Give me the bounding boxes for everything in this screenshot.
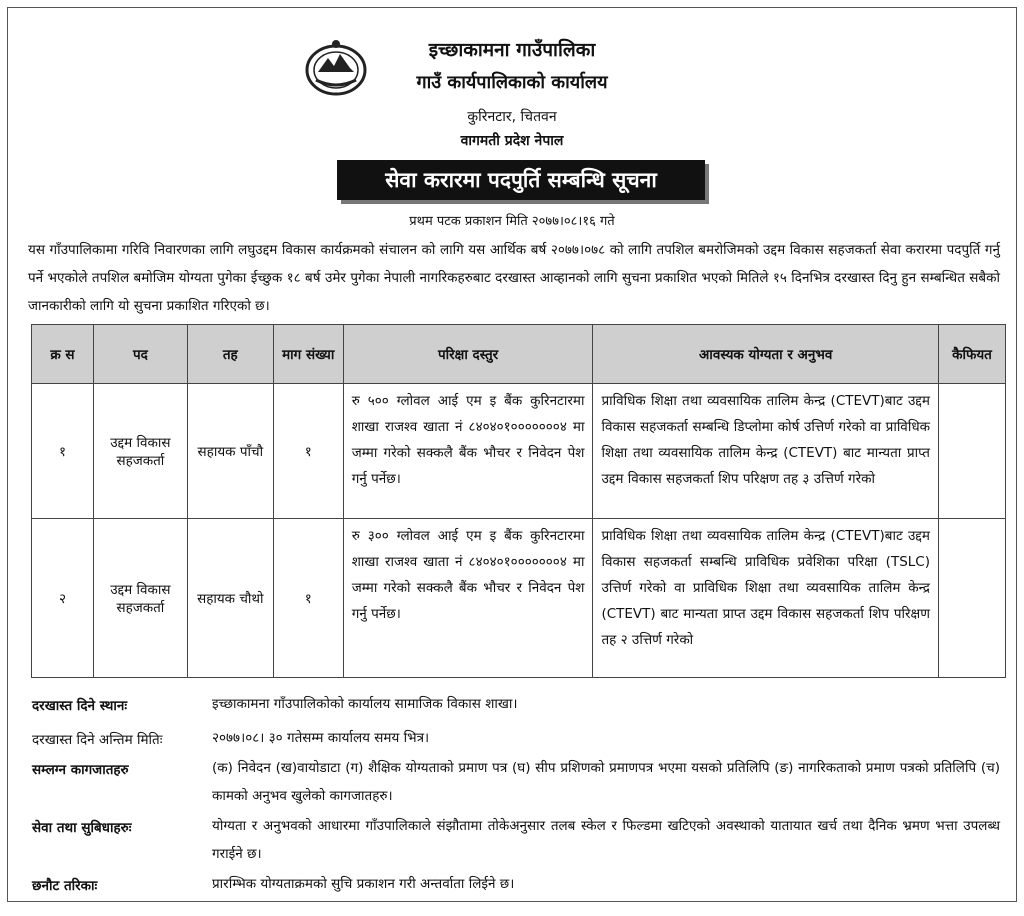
cell-sn: १ (32, 384, 94, 519)
cell-qualification: प्राविधिक शिक्षा तथा व्यवसायिक तालिम केन्द्र (CTEVT)बाट उद्दम विकास सहजकर्ता सम्बन्धि डिप्लोमा कोर्ष उत्तिर्ण गरेको वा प्राविधिक शिक्षा तथा व्यवसायिक तालिम केन्द्र (CTEVT) बाट मान्यता प्राप्त उद्दम विकास सहजकर्ता शिप परिक्षण तह ३ उत्तिर्ण गरेको (593, 384, 939, 519)
office-location: कुरिनटार, चितवन (467, 109, 557, 125)
col-header-fee: परिक्षा दस्तुर (343, 325, 593, 384)
col-header-qualification: आवस्यक योग्यता र अनुभव (593, 325, 939, 384)
selection-method-value: प्रारम्भिक योग्यताक्रमको सुचि प्रकाशन गरी अन्तर्वाता लिईने छ। (212, 876, 515, 892)
attached-documents-label: सम्लग्न कागजातहरु (32, 762, 129, 778)
cell-fee: रु ५०० ग्लोवल आई एम इ बैंक कुरिनटारमा शाखा राजश्व खाता नं ८४०४०१०००००००४ मा जम्मा गरेको सक्कलै बैंक भौचर र निवेदन पेश गर्नु पर्नेछ। (343, 384, 593, 519)
notice-title: सेवा करारमा पदपुर्ति सम्बन्धि सूचना (337, 160, 705, 200)
publication-date: प्रथम पटक प्रकाशन मिति २०७७।०८।१६ गते (409, 214, 615, 229)
intro-paragraph: यस गाँउपालिकामा गरिवि निवारणका लागि लघुउद्दम विकास कार्यक्रमको संचालन को लागि यस आर्थिक बर्ष २०७७।०७८ को लागि तपशिल बमरोजिमको उद्दम विकास सहजकर्ता सेवा करारमा पदपुर्ति गर्नु पर्ने भएकोले तपशिल बमोजिम योग्यता पुगेका ईच्छुक १८ बर्ष उमेर पुगेका नेपाली नागरिकहरुबाट दरखास्त आव्हानको लागि सुचना प्रकाशित भएको मितिले १५ दिनभित्र दरखास्त दिनु हुन सम्बन्धित सबैको जानकारीको लागि यो सुचना प्रकाशित गरिएको छ। (28, 242, 1000, 314)
cell-count: १ (273, 519, 343, 678)
table-row (32, 519, 1006, 678)
cell-remarks (938, 384, 1005, 519)
notice-page (7, 7, 1017, 902)
cell-level: सहायक पाँचौ (187, 384, 273, 519)
vacancy-table (31, 324, 1006, 678)
cell-post: उद्दम विकास सहजकर्ता (93, 384, 187, 519)
col-header-sn: क्र स (32, 325, 94, 384)
col-header-count: माग संख्या (273, 325, 343, 384)
services-benefits-label: सेवा तथा सुबिधाहरुः (32, 820, 132, 836)
table-header-row (32, 325, 1006, 384)
cell-level: सहायक चौथो (187, 519, 273, 678)
province-name: वागमती प्रदेश नेपाल (460, 133, 564, 149)
services-benefits-value: योग्यता र अनुभवको आधारमा गाँउपालिकाले संझौतामा तोकेअनुसार तलब स्केल र फिल्डमा खटिएको अवस्थाको यातायात खर्च तथा दैनिक भ्रमण भत्ता उपलब्ध गराईने छ। (212, 818, 1000, 862)
office-name: गाउँ कार्यपालिकाको कार्यालय (416, 72, 608, 93)
selection-method-label: छनौट तरिकाः (32, 878, 98, 894)
col-header-post: पद (93, 325, 187, 384)
cell-remarks (938, 519, 1005, 678)
attached-documents-value: (क) निवेदन (ख)वायोडाटा (ग) शैक्षिक योग्यताको प्रमाण पत्र (घ) सीप प्रशिणको प्रमाणपत्र भएमा यसको प्रतिलिपि (ङ) नागरिकताको प्रमाण पत्रको प्रतिलिपि (च) कामको अनुभव खुलेको कागजातहरु। (212, 760, 1000, 804)
cell-count: १ (273, 384, 343, 519)
cell-qualification: प्राविधिक शिक्षा तथा व्यवसायिक तालिम केन्द्र (CTEVT)बाट उद्दम विकास सहजकर्ता सम्बन्धि प्राविधिक प्रवेशिका परिक्षा (TSLC) उत्तिर्ण गरेको वा प्राविधिक शिक्षा तथा व्यवसायिक तालिम केन्द्र (CTEVT) बाट मान्यता प्राप्त उद्दम विकास सहजकर्ता शिप परिक्षण तह २ उत्तिर्ण गरेको (593, 519, 939, 678)
table-row (32, 384, 1006, 519)
col-header-remarks: कैफियत (938, 325, 1005, 384)
application-place-label: दरखास्त दिने स्थानः (32, 698, 128, 714)
application-place-value: इच्छाकामना गाँउपालिकोको कार्यालय सामाजिक विकास शाखा। (212, 696, 518, 712)
org-name: इच्छाकामना गाउँपालिका (428, 39, 596, 61)
application-deadline-label: दरखास्त दिने अन्तिम मितिः (32, 732, 163, 748)
cell-fee: रु ३०० ग्लोवल आई एम इ बैंक कुरिनटारमा शाखा राजश्व खाता नं ८४०४०१०००००००४ मा जम्मा गरेको सक्कलै बैंक भौचर र निवेदन पेश गर्नु पर्नेछ। (343, 519, 593, 678)
col-header-level: तह (187, 325, 273, 384)
cell-post: उद्दम विकास सहजकर्ता (93, 519, 187, 678)
application-deadline-value: २०७७।०८। ३० गतेसम्म कार्यालय समय भित्र। (212, 730, 430, 746)
cell-sn: २ (32, 519, 94, 678)
